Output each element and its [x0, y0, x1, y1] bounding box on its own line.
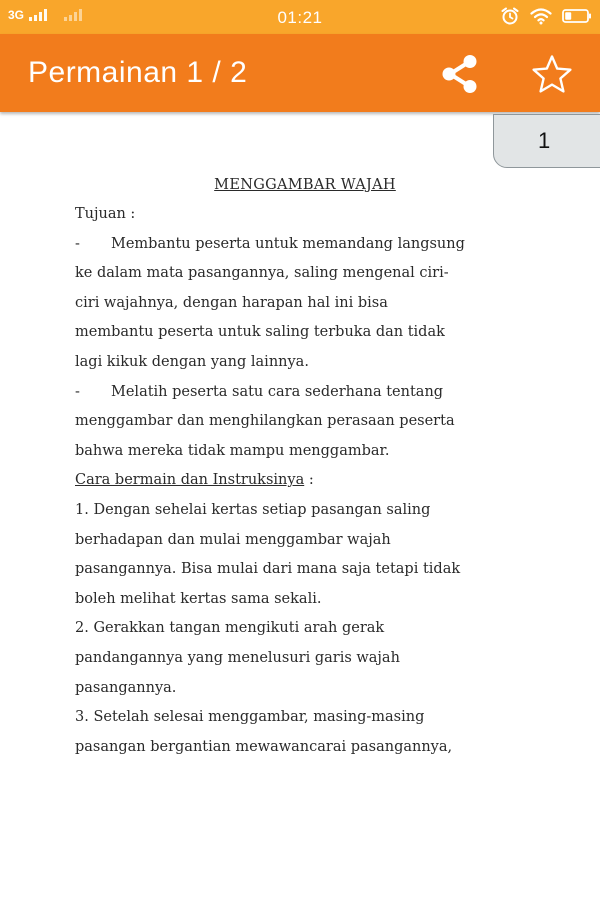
page-number-badge[interactable]: 1	[493, 114, 600, 168]
status-time: 01:21	[277, 8, 323, 27]
document-line-text: Membantu peserta untuk memandang langsung	[111, 235, 465, 252]
document-content	[75, 170, 535, 762]
document-line: Tujuan :	[75, 206, 136, 222]
document-title: MENGGAMBAR WAJAH	[214, 177, 396, 193]
document-line: menggambar dan menghilangkan perasaan peserta	[75, 413, 455, 430]
page-title: Permainan 1 / 2	[28, 56, 248, 89]
section-heading: Cara bermain dan Instruksinya	[75, 472, 305, 489]
status-right	[500, 6, 592, 26]
document-line: 3. Setelah selesai menggambar, masing-masing	[75, 709, 425, 726]
status-bar	[0, 0, 600, 34]
document-line: boleh melihat kertas sama sekali.	[75, 590, 322, 607]
document-line: pasangannya.	[75, 679, 177, 696]
document-line: 2. Gerakkan tangan mengikuti arah gerak	[75, 620, 385, 637]
document-line: pandangannya yang menelusuri garis wajah	[75, 649, 400, 666]
share-icon	[438, 53, 482, 95]
alarm-icon	[500, 6, 520, 26]
document-line: ke dalam mata pasangannya, saling mengenal ciri-	[75, 265, 449, 282]
battery-icon	[562, 8, 592, 24]
bullet-dash: -	[75, 235, 80, 252]
share-button[interactable]	[436, 51, 484, 97]
document-line-text: Melatih peserta satu cara sederhana tentang	[111, 383, 444, 400]
app-bar	[0, 34, 600, 112]
document-line: lagi kikuk dengan yang lainnya.	[75, 353, 309, 370]
document-line: berhadapan dan mulai menggambar wajah	[75, 531, 391, 548]
document-line: bahwa mereka tidak mampu menggambar.	[75, 442, 390, 459]
document-line	[75, 466, 535, 496]
document-line	[75, 378, 535, 408]
section-heading-colon: :	[304, 472, 314, 489]
document-line: pasangannya. Bisa mulai dari mana saja tetapi tidak	[75, 561, 461, 578]
wifi-icon	[530, 7, 552, 25]
favorite-button[interactable]	[528, 51, 576, 97]
document-line: 1. Dengan sehelai kertas setiap pasangan saling	[75, 501, 431, 518]
document-line: pasangan bergantian mewawancarai pasangannya,	[75, 738, 453, 755]
document-line	[75, 230, 535, 260]
document-line: membantu peserta untuk saling terbuka dan tidak	[75, 324, 445, 341]
document-line: ciri wajahnya, dengan harapan hal ini bisa	[75, 294, 388, 311]
network-type-label: 3G	[8, 8, 25, 22]
bullet-dash: -	[75, 383, 80, 400]
star-icon	[531, 54, 573, 94]
